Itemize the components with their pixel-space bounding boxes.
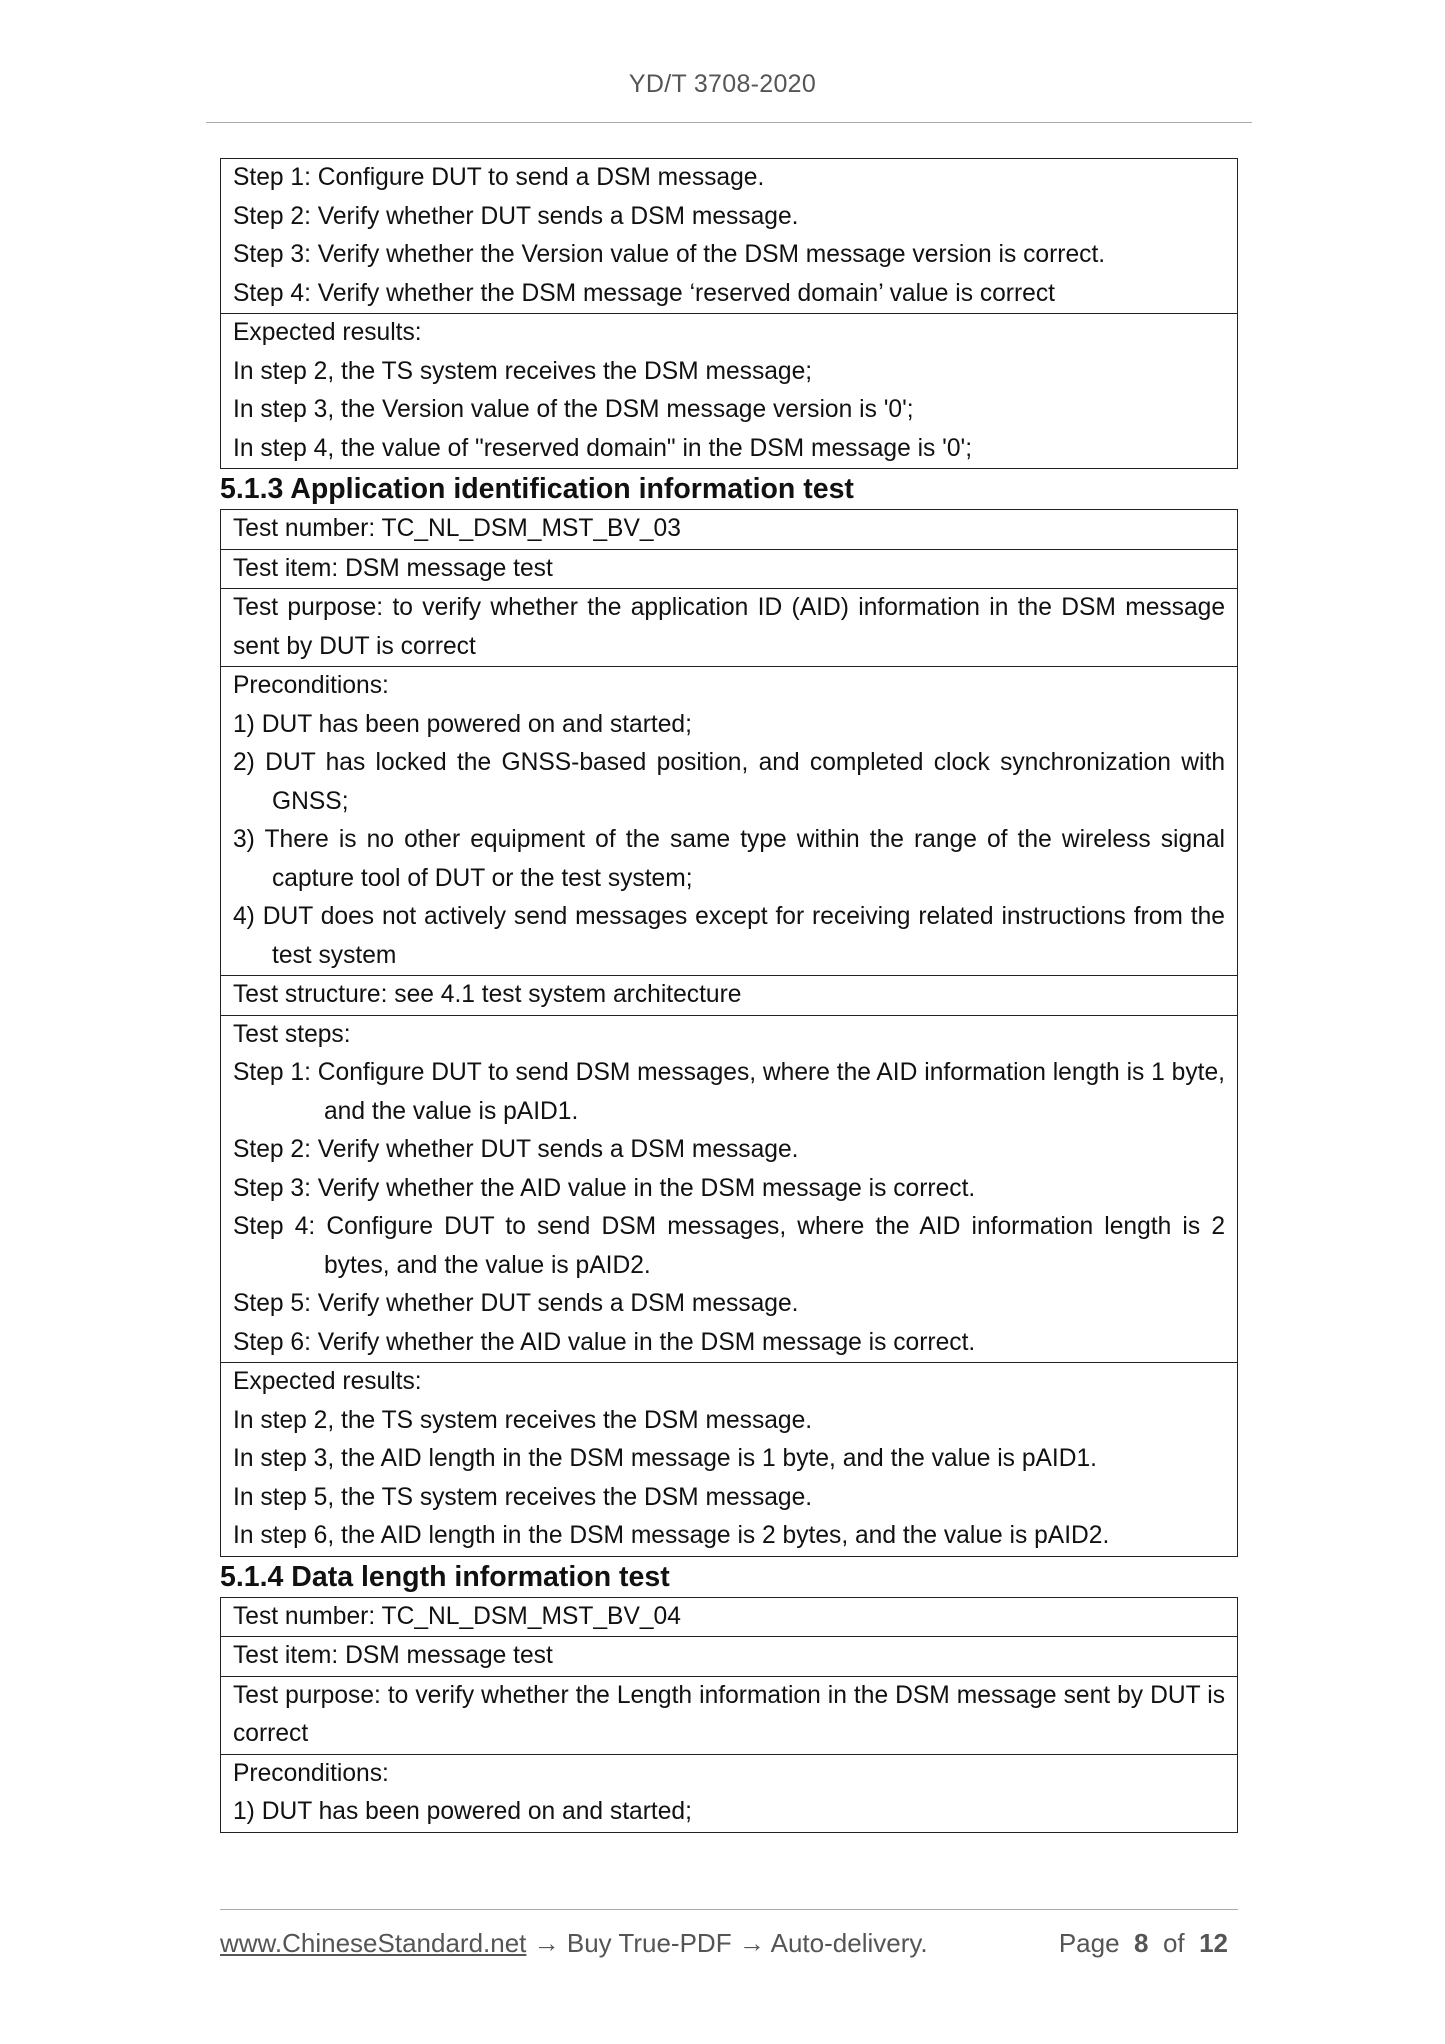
preconditions-cell	[221, 1754, 1238, 1832]
list-item: Step 6: Verify whether the AID value in the DSM message is correct.	[233, 1328, 976, 1356]
table-row	[221, 549, 1238, 589]
preconditions-label: Preconditions:	[233, 672, 389, 699]
test-item-cell: Test item: DSM message test	[221, 549, 1238, 589]
test-steps-cell	[221, 159, 1238, 314]
table-row	[221, 1363, 1238, 1557]
list-item: Step 4: Verify whether the DSM message ‘reserved domain’ value is correct	[233, 279, 1055, 307]
list-item: 4) DUT does not actively send messages except for receiving related instructions from the test system	[233, 903, 1225, 969]
page-footer	[220, 1928, 1238, 1968]
table-row	[221, 1676, 1238, 1754]
list-item: In step 6, the AID length in the DSM message is 2 bytes, and the value is pAID2.	[233, 1522, 1110, 1549]
test-table-512-continued	[220, 158, 1238, 469]
test-item-cell: Test item: DSM message test	[221, 1637, 1238, 1677]
of-word: of	[1162, 1928, 1185, 1958]
table-row	[221, 1754, 1238, 1832]
list-item: Step 3: Verify whether the AID value in the DSM message is correct.	[233, 1174, 976, 1202]
list-item: In step 3, the AID length in the DSM message is 1 byte, and the value is pAID1.	[233, 1445, 1097, 1472]
header-divider	[206, 122, 1252, 123]
footer-divider	[220, 1909, 1238, 1910]
expected-results-cell	[221, 1363, 1238, 1557]
list-item: 1) DUT has been powered on and started;	[233, 710, 692, 738]
test-steps-cell	[221, 1015, 1238, 1363]
table-row	[221, 1597, 1238, 1637]
website-link[interactable]: www.ChineseStandard.net	[220, 1928, 527, 1958]
list-item: Step 1: Configure DUT to send a DSM message.	[233, 164, 765, 191]
list-item: In step 3, the Version value of the DSM message version is '0';	[233, 396, 914, 423]
table-row	[221, 976, 1238, 1016]
test-purpose-cell: Test purpose: to verify whether the application ID (AID) information in the DSM message sent by DUT is correct	[221, 589, 1238, 667]
expected-results-label: Expected results:	[233, 319, 422, 346]
expected-results-label: Expected results:	[233, 1368, 422, 1395]
section-title-513: 5.1.3 Application identification information test	[220, 473, 854, 505]
footer-links	[220, 1928, 928, 1959]
total-pages: 12	[1199, 1928, 1228, 1958]
table-row	[221, 1637, 1238, 1677]
test-number-cell: Test number: TC_NL_DSM_MST_BV_04	[221, 1597, 1238, 1637]
table-row	[221, 1015, 1238, 1363]
test-steps-label: Test steps:	[233, 1020, 351, 1048]
table-row	[221, 667, 1238, 976]
table-row	[221, 589, 1238, 667]
test-table-513	[220, 509, 1238, 1557]
expected-results-cell	[221, 314, 1238, 469]
list-item: Step 5: Verify whether DUT sends a DSM message.	[233, 1290, 799, 1317]
list-item: In step 2, the TS system receives the DSM message;	[233, 357, 813, 385]
preconditions-cell	[221, 667, 1238, 976]
table-row	[221, 510, 1238, 550]
table-row	[221, 159, 1238, 314]
test-structure-cell: Test structure: see 4.1 test system architecture	[221, 976, 1238, 1016]
list-item: Step 2: Verify whether DUT sends a DSM message.	[233, 1136, 799, 1163]
list-item: 1) DUT has been powered on and started;	[233, 1798, 692, 1825]
page-number	[1059, 1928, 1228, 1959]
arrow-icon: →	[738, 1928, 765, 1958]
list-item: Step 4: Configure DUT to send DSM messages, where the AID information length is 2 bytes, and the value is pAID2.	[233, 1213, 1225, 1279]
document-body	[220, 158, 1238, 1833]
page-header: YD/T 3708-2020	[628, 70, 817, 98]
list-item: Step 1: Configure DUT to send DSM messages, where the AID information length is 1 byte, and the value is pAID1.	[233, 1059, 1225, 1125]
section-title-514: 5.1.4 Data length information test	[220, 1560, 670, 1593]
list-item: Step 3: Verify whether the Version value of the DSM message version is correct.	[233, 241, 1106, 268]
test-table-514	[220, 1597, 1238, 1833]
list-item: 3) There is no other equipment of the same type within the range of the wireless signal capture tool of DUT or the test system;	[233, 826, 1225, 892]
list-item: In step 5, the TS system receives the DSM message.	[233, 1483, 813, 1511]
test-purpose-cell: Test purpose: to verify whether the Length information in the DSM message sent by DUT is correct	[221, 1676, 1238, 1754]
arrow-icon: →	[533, 1928, 560, 1958]
auto-delivery-text: Auto-delivery.	[770, 1928, 928, 1958]
table-row	[221, 314, 1238, 469]
preconditions-label: Preconditions:	[233, 1759, 389, 1787]
buy-true-pdf-text: Buy True-PDF	[566, 1928, 732, 1958]
list-item: In step 2, the TS system receives the DSM message.	[233, 1406, 813, 1434]
current-page: 8	[1134, 1928, 1149, 1958]
list-item: Step 2: Verify whether DUT sends a DSM message.	[233, 202, 799, 230]
page-word: Page	[1058, 1928, 1120, 1958]
list-item: 2) DUT has locked the GNSS-based position, and completed clock synchronization with GNSS;	[233, 749, 1225, 815]
list-item: In step 4, the value of "reserved domain" in the DSM message is '0';	[233, 434, 973, 462]
test-number-cell: Test number: TC_NL_DSM_MST_BV_03	[221, 510, 1238, 550]
